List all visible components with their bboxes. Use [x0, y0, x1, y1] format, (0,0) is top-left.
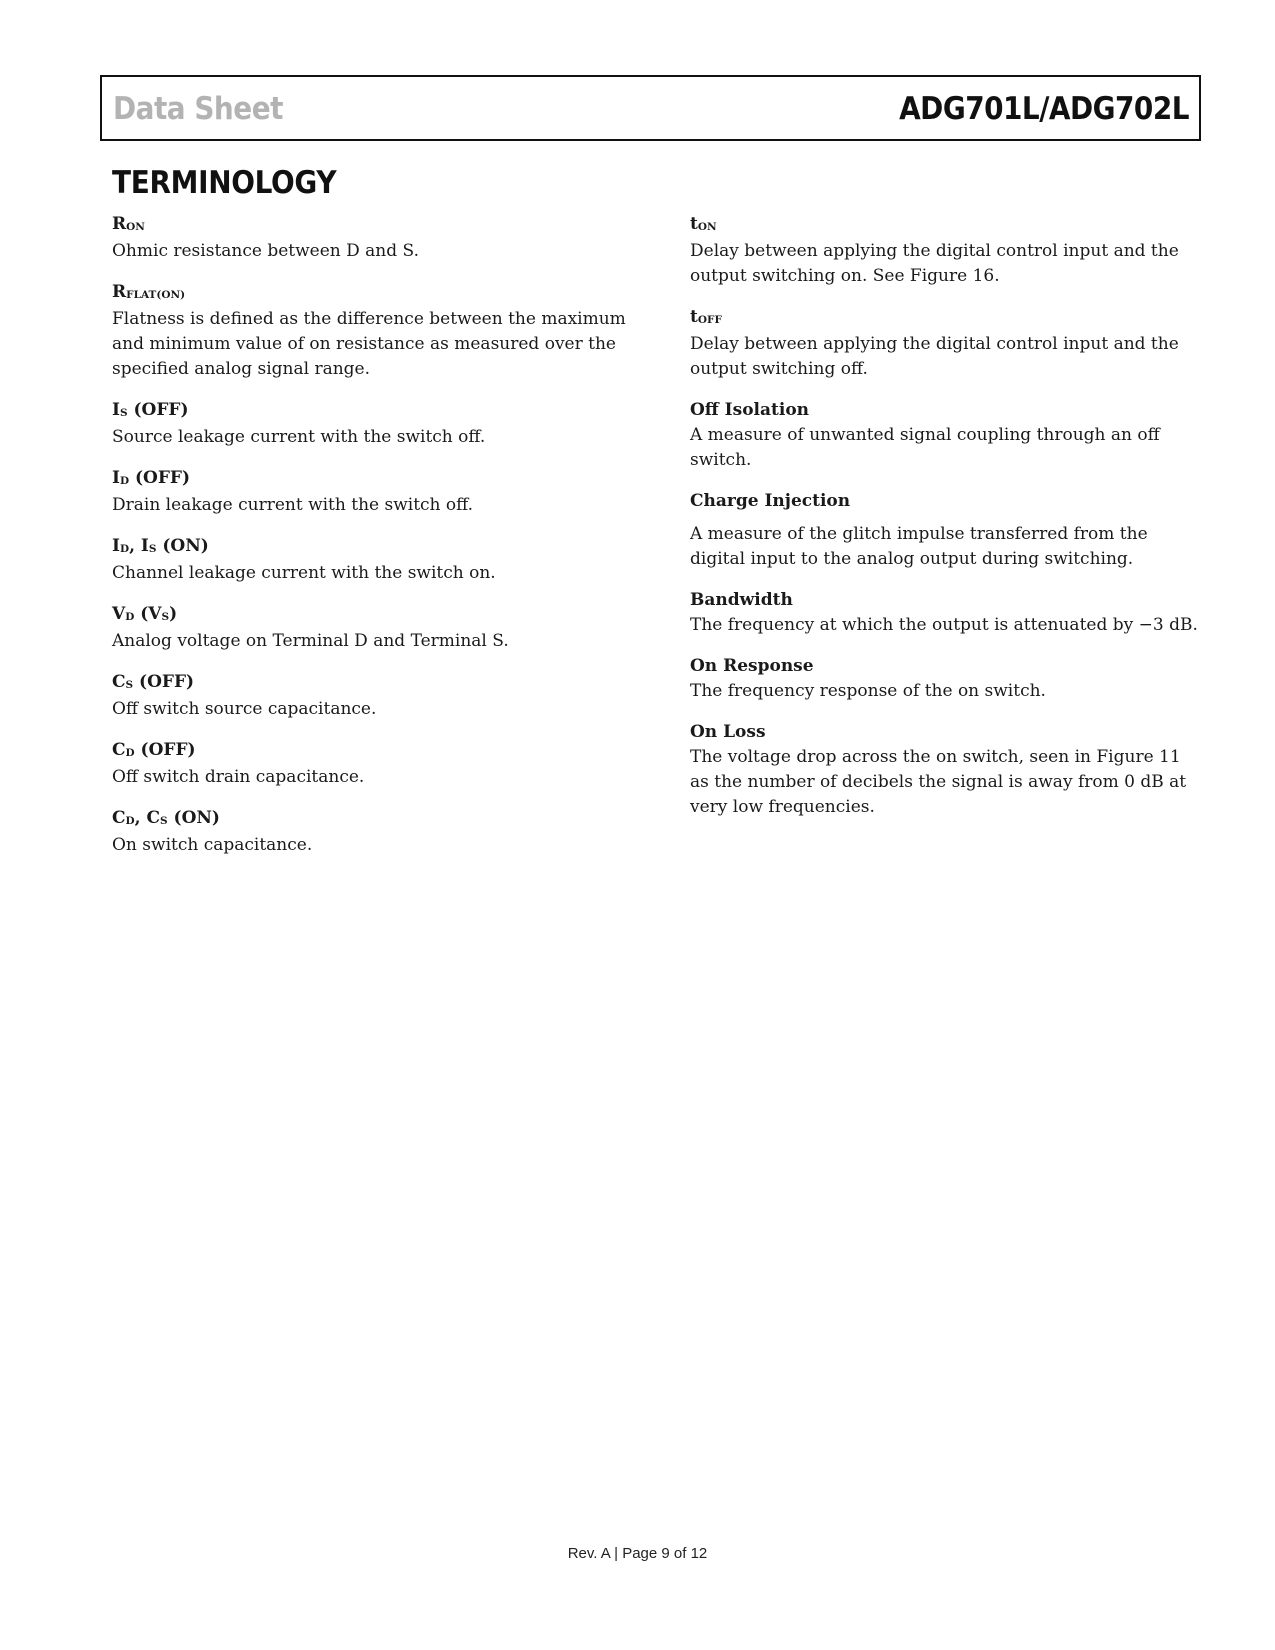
term-entry: [112, 212, 632, 264]
header-doc-type: Data Sheet: [113, 91, 283, 127]
term-definition: Off switch source capacitance.: [112, 699, 377, 719]
term-name: $I_D$, $I_S$ (ON): [112, 536, 209, 556]
terminology-right-column: [690, 212, 1200, 836]
term-name: On Loss: [690, 722, 766, 742]
term-entry: [112, 806, 632, 858]
term-definition: Source leakage current with the switch off.: [112, 427, 486, 447]
term-entry: [690, 398, 1200, 473]
term-name: $C_S$ (OFF): [112, 672, 195, 692]
term-name: Off Isolation: [690, 400, 810, 420]
term-entry: [690, 654, 1200, 704]
term-entry: [112, 670, 632, 722]
term-entry: [112, 738, 632, 790]
term-entry: [112, 398, 632, 450]
term-definition: Flatness is defined as the difference between the maximum and minimum value of on resistance as measured over the specified analog signal range.: [112, 309, 626, 379]
term-definition: Analog voltage on Terminal D and Terminal S.: [112, 631, 509, 651]
term-entry: [112, 280, 632, 382]
page-footer: Rev. A | Page 9 of 12: [567, 1545, 708, 1562]
term-name: $C_D$ (OFF): [112, 740, 196, 760]
term-definition: A measure of unwanted signal coupling through an off switch.: [690, 425, 1160, 470]
header-part-number: ADG701L/ADG702L: [899, 91, 1189, 127]
terminology-left-column: [112, 212, 632, 874]
term-name: $V_D$ $(V_S)$: [112, 604, 178, 624]
term-definition: Channel leakage current with the switch on.: [112, 563, 496, 583]
term-entry: [690, 305, 1200, 382]
term-definition: On switch capacitance.: [112, 835, 313, 855]
term-definition: Delay between applying the digital control input and the output switching on. See Figure 16.: [690, 241, 1179, 286]
term-name: $R_{ON}$: [112, 214, 145, 234]
page-header: [100, 75, 1201, 141]
term-entry: [690, 720, 1200, 820]
term-definition: A measure of the glitch impulse transferred from the digital input to the analog output during switching.: [690, 524, 1148, 569]
term-name: $I_S$ (OFF): [112, 400, 189, 420]
term-entry: [690, 489, 1200, 572]
term-definition: Off switch drain capacitance.: [112, 767, 365, 787]
term-name: Charge Injection: [690, 491, 851, 511]
term-name: On Response: [690, 656, 814, 676]
term-name: $R_{FLAT(ON)}$: [112, 282, 186, 302]
term-name: $t_{ON}$: [690, 214, 717, 234]
term-entry: [112, 602, 632, 654]
term-name: Bandwidth: [690, 590, 793, 610]
term-entry: [690, 212, 1200, 289]
term-definition: Delay between applying the digital control input and the output switching off.: [690, 334, 1179, 379]
term-definition: The voltage drop across the on switch, seen in Figure 11 as the number of decibels the signal is away from 0 dB at very low frequencies.: [690, 747, 1187, 817]
term-definition: The frequency response of the on switch.: [690, 681, 1046, 701]
term-definition: Ohmic resistance between D and S.: [112, 241, 419, 261]
section-title: TERMINOLOGY: [112, 165, 337, 201]
term-entry: [690, 588, 1200, 638]
term-entry: [112, 534, 632, 586]
term-name: $t_{OFF}$: [690, 307, 722, 327]
term-definition: Drain leakage current with the switch off.: [112, 495, 474, 515]
term-name: $C_D$, $C_S$ (ON): [112, 808, 220, 828]
term-entry: [112, 466, 632, 518]
term-definition: The frequency at which the output is attenuated by −3 dB.: [690, 615, 1198, 635]
term-name: $I_D$ (OFF): [112, 468, 191, 488]
